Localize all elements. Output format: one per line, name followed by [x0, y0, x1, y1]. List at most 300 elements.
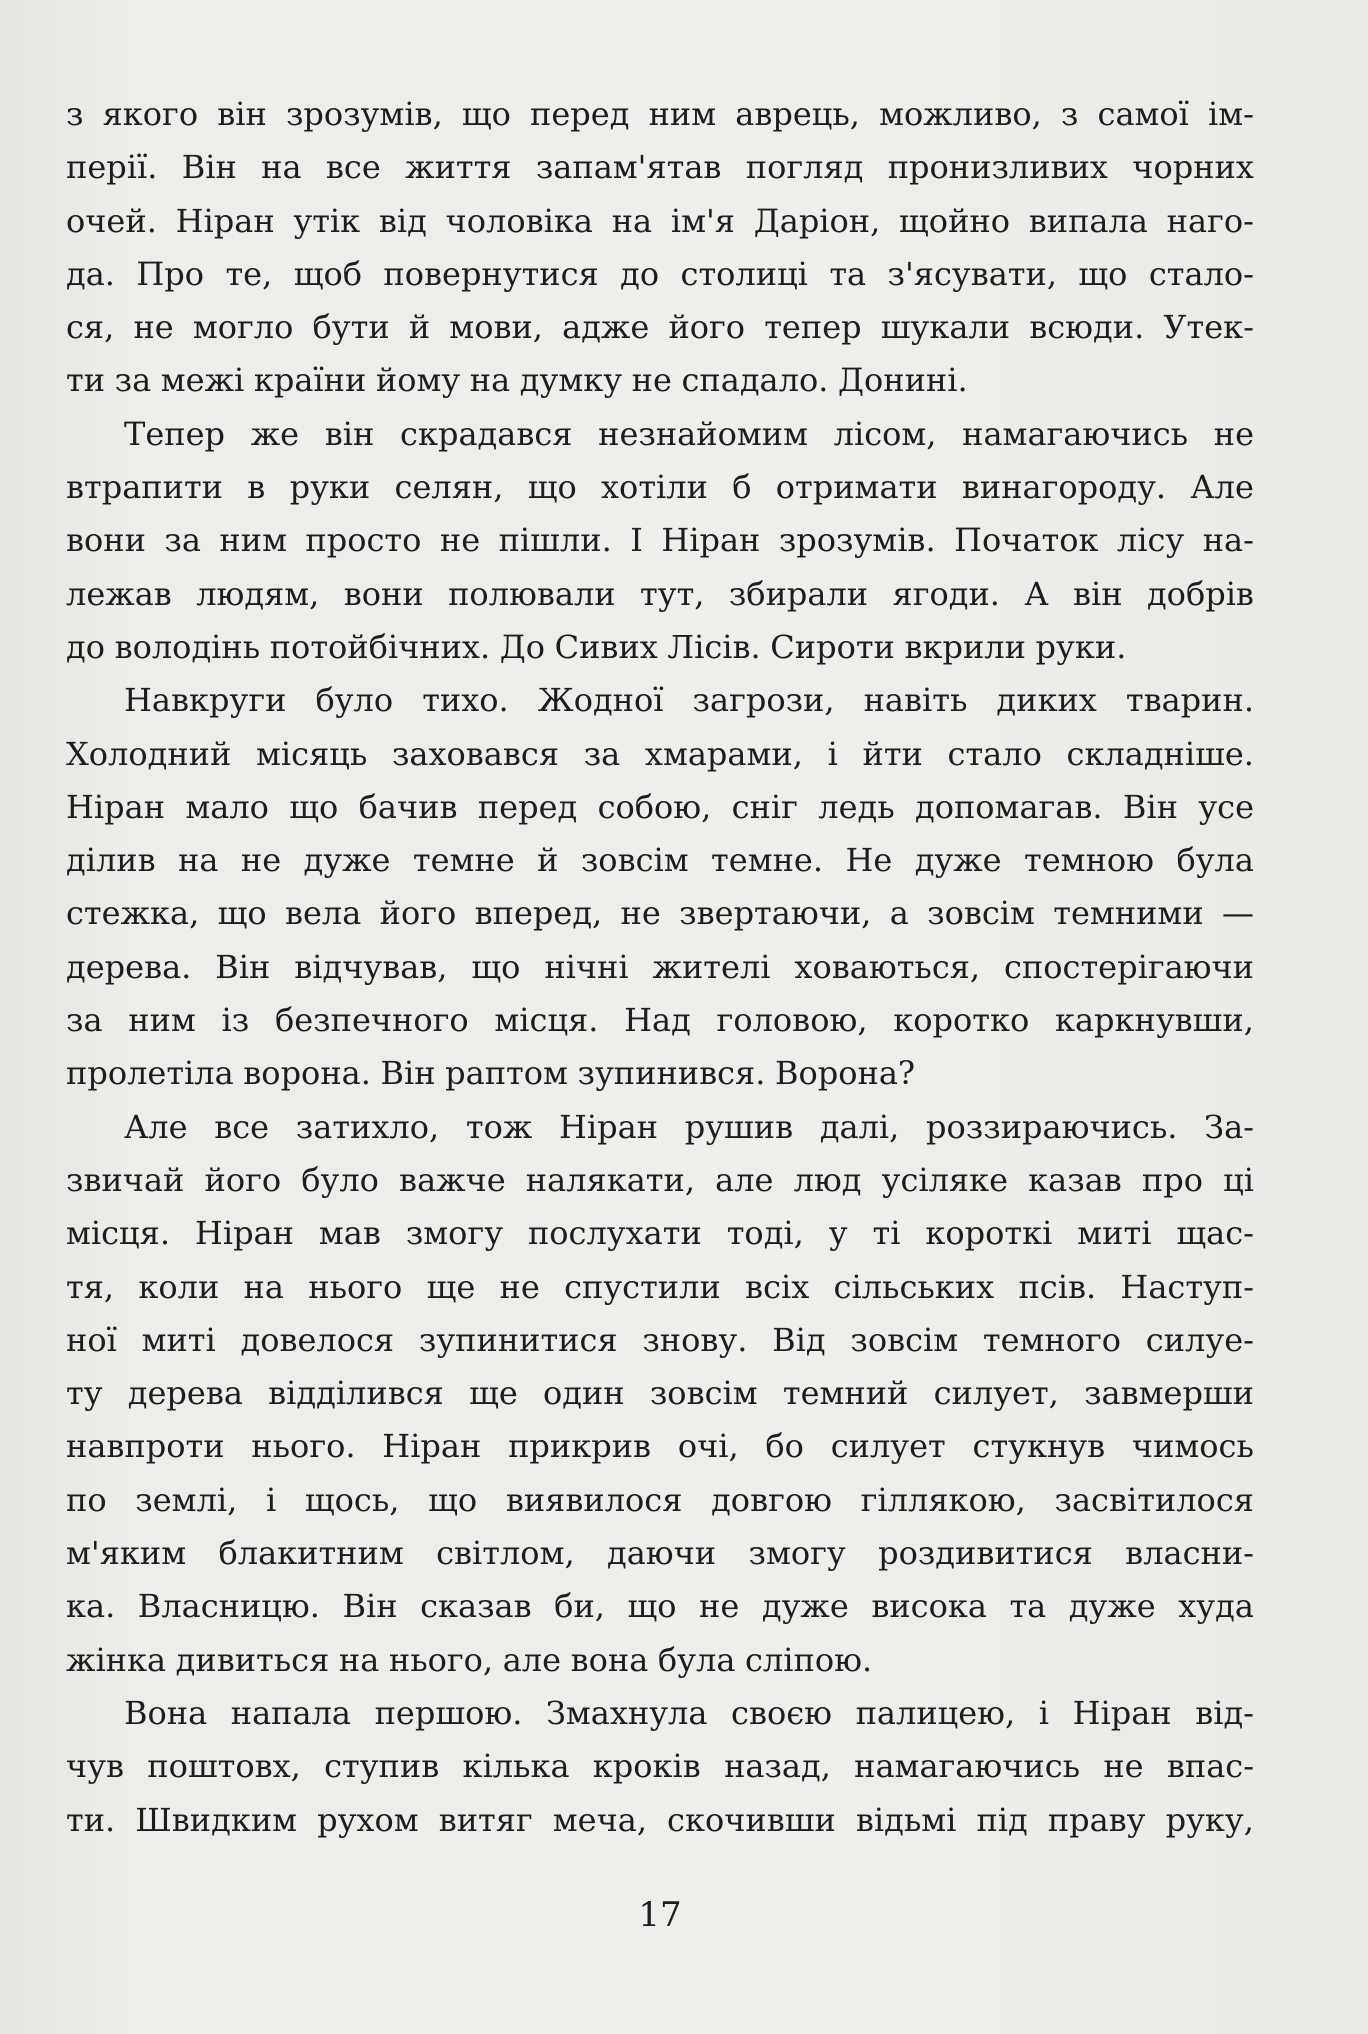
word: з	[1060, 95, 1079, 133]
word: виявилося	[505, 1480, 683, 1519]
word: палицею,	[855, 1693, 1016, 1732]
word: навпроти	[66, 1427, 225, 1466]
word: потойбічних.	[269, 627, 491, 666]
word: бути	[312, 308, 390, 347]
word: ще	[469, 1374, 518, 1413]
word: на-	[1202, 521, 1254, 560]
word: щойно	[899, 201, 1010, 240]
word: тут,	[640, 574, 705, 613]
word: не	[620, 894, 661, 933]
word: звертаючи,	[679, 894, 872, 933]
word: Ніран	[558, 1107, 658, 1146]
word: Ніран	[175, 201, 275, 240]
word: й	[537, 841, 559, 880]
word: та	[829, 254, 867, 293]
word: зовсім	[927, 894, 1035, 933]
word: він	[324, 414, 375, 453]
word: ховаються,	[794, 947, 981, 986]
word: сніг	[731, 787, 798, 826]
text-line	[66, 1261, 1254, 1314]
word: не	[133, 308, 174, 347]
word: затихло,	[295, 1107, 440, 1146]
word: своєю	[731, 1693, 833, 1732]
word: під	[976, 1800, 1028, 1839]
word: миті	[141, 1320, 216, 1359]
word: тя,	[66, 1267, 115, 1306]
word: Сироти	[770, 627, 895, 666]
word: змогу	[405, 1214, 504, 1253]
word: чимось	[1131, 1427, 1254, 1466]
word: йому	[375, 361, 461, 400]
word: Навкруги	[124, 681, 287, 720]
word: сільських	[833, 1267, 995, 1306]
word: Але	[1190, 468, 1254, 507]
word: столиці	[680, 254, 808, 293]
word: лісу	[1116, 521, 1185, 560]
word: Ніран	[382, 1427, 482, 1466]
word: була	[1176, 841, 1254, 880]
word: вперед,	[474, 894, 603, 933]
word: вела	[284, 894, 362, 933]
word: думку	[519, 361, 623, 400]
word: раптом	[445, 1054, 568, 1093]
word: пішли.	[498, 521, 612, 560]
word: але	[715, 1160, 774, 1199]
word: ділив	[66, 841, 156, 880]
word: ім'я	[670, 201, 735, 240]
word: силует	[830, 1427, 946, 1466]
word: темного	[982, 1320, 1122, 1359]
word: ім-	[1208, 95, 1254, 133]
word: місяць	[256, 734, 368, 773]
word: всіх	[745, 1267, 810, 1306]
word: назад,	[724, 1747, 831, 1786]
word: Про	[136, 254, 205, 293]
word: да.	[66, 254, 115, 293]
word: і	[265, 1480, 277, 1519]
word: ти	[66, 361, 106, 400]
word: же	[250, 414, 300, 453]
word: скрадався	[400, 414, 573, 453]
word: Ніран	[66, 787, 166, 826]
word: спостерігаючи	[1004, 947, 1254, 986]
word: перед	[530, 95, 630, 133]
word: намагаючись	[854, 1747, 1081, 1786]
word: усіляке	[881, 1160, 1009, 1199]
text-line	[66, 834, 1254, 887]
word: важче	[399, 1160, 506, 1199]
word: перед	[477, 787, 578, 826]
word: висока	[871, 1587, 987, 1626]
word: що	[471, 947, 521, 986]
word: Змахнула	[545, 1693, 708, 1732]
word: Ніран	[661, 521, 761, 560]
word: Швидким	[135, 1800, 298, 1839]
word: і	[1038, 1693, 1050, 1732]
word: силует,	[933, 1374, 1059, 1413]
word: не	[1103, 1747, 1144, 1786]
word: місця.	[66, 1214, 170, 1253]
word: Утек-	[1163, 308, 1254, 347]
word: всюди.	[1029, 308, 1145, 347]
word: довелося	[240, 1320, 395, 1359]
word: складніше.	[1066, 734, 1254, 773]
word: налякати,	[525, 1160, 695, 1199]
word: та	[1009, 1587, 1047, 1626]
word: ті	[872, 1214, 901, 1253]
word: його	[668, 308, 746, 347]
word: і	[827, 734, 838, 773]
word: витяг	[438, 1800, 533, 1839]
word: за	[114, 361, 152, 400]
word: дерева.	[66, 947, 192, 986]
word: з	[66, 95, 84, 133]
word: Він	[1122, 787, 1178, 826]
word: нього,	[388, 1640, 494, 1679]
word: добрів	[1146, 574, 1254, 613]
word: Жодної	[537, 681, 664, 720]
word: допомагав.	[914, 787, 1103, 826]
word: незнайомим	[598, 414, 808, 453]
word: чоловіка	[445, 201, 593, 240]
word: сліпою.	[745, 1640, 873, 1679]
word: руку,	[1165, 1800, 1254, 1839]
word: собою,	[597, 787, 712, 826]
word: стежка,	[66, 894, 200, 933]
word: Холодний	[66, 734, 232, 773]
word: ка.	[66, 1587, 116, 1626]
word: на	[611, 201, 653, 240]
word: м'яким	[66, 1534, 187, 1573]
word: каркнувши,	[1054, 1001, 1254, 1040]
word: Але	[124, 1107, 188, 1146]
word: ним	[128, 1001, 196, 1040]
word: була	[657, 1640, 736, 1679]
word: запам'ятав	[535, 148, 722, 187]
word: чорних	[1132, 148, 1254, 187]
word: що	[428, 1480, 478, 1519]
word: на	[261, 148, 302, 187]
word: казав	[1028, 1160, 1122, 1199]
word: зрозумів.	[778, 521, 936, 560]
word: з'ясувати,	[887, 254, 1057, 293]
word: За-	[1204, 1107, 1254, 1146]
word: що	[461, 95, 511, 133]
word: скочивши	[667, 1800, 836, 1839]
word: аврець,	[735, 95, 860, 133]
word: життя	[405, 148, 512, 187]
word: жителі	[652, 947, 771, 986]
word: —	[1221, 894, 1254, 933]
word: миті	[1077, 1214, 1152, 1253]
word: усе	[1198, 787, 1254, 826]
word: короткі	[925, 1214, 1053, 1253]
word: вони	[66, 521, 146, 560]
text-line	[66, 941, 1254, 994]
word: що	[627, 1587, 677, 1626]
word: б	[732, 468, 752, 507]
text-line	[66, 514, 1254, 567]
word: мови,	[449, 308, 543, 347]
word: зовсім	[580, 841, 689, 880]
word: все	[325, 148, 381, 187]
word: а	[889, 894, 909, 933]
text-line	[66, 674, 1254, 727]
word: Він	[215, 947, 271, 986]
word: відчував,	[294, 947, 448, 986]
word: відділився	[268, 1374, 444, 1413]
word: ся,	[66, 308, 115, 347]
word: ступив	[324, 1747, 440, 1786]
word: країни	[253, 361, 367, 400]
word: зупинитися	[418, 1320, 618, 1359]
word: ягоди.	[892, 574, 1000, 613]
word: що	[527, 468, 577, 507]
word: Він	[181, 148, 237, 187]
word: на	[469, 361, 511, 400]
word: спустили	[564, 1267, 721, 1306]
word: А	[1024, 574, 1049, 613]
word: за	[583, 734, 621, 773]
word: Ніран	[1072, 1693, 1172, 1732]
word: дерева	[127, 1374, 243, 1413]
word: в	[247, 468, 266, 507]
word: по	[66, 1480, 107, 1519]
word: тихо.	[422, 681, 509, 720]
word: лежав	[66, 574, 172, 613]
word: тварин.	[1125, 681, 1254, 720]
word: вкрили	[904, 627, 1026, 666]
word: що	[289, 787, 339, 826]
word: нього.	[251, 1427, 356, 1466]
word: рухом	[317, 1800, 419, 1839]
word: блакитним	[218, 1534, 404, 1573]
word: жінка	[66, 1640, 167, 1679]
word: прикрив	[508, 1427, 652, 1466]
word: сказав	[420, 1587, 532, 1626]
text-line	[66, 1314, 1254, 1367]
word: Лісів.	[667, 627, 761, 666]
word: даючи	[607, 1534, 717, 1573]
word: завмерши	[1084, 1374, 1254, 1413]
word: заховався	[391, 734, 559, 773]
word: не	[439, 521, 481, 560]
word: ледь	[818, 787, 895, 826]
word: коротко	[893, 1001, 1030, 1040]
text-line	[66, 1474, 1254, 1527]
word: Над	[624, 1001, 691, 1040]
word: володінь	[114, 627, 261, 666]
word: бачив	[358, 787, 458, 826]
word: темний	[782, 1374, 909, 1413]
word: дуже	[914, 841, 1002, 880]
word: рушив	[684, 1107, 794, 1146]
word: місця.	[494, 1001, 599, 1040]
word: послухати	[527, 1214, 702, 1253]
word: напала	[230, 1693, 351, 1732]
word: засвітилося	[1054, 1480, 1254, 1519]
word: гіллякою,	[860, 1480, 1026, 1519]
word: нічні	[544, 947, 629, 986]
word: чув	[66, 1747, 124, 1786]
word: ще	[426, 1267, 476, 1306]
word: Ворона?	[774, 1054, 916, 1093]
text-line	[66, 461, 1254, 514]
text-line	[66, 1794, 1254, 1847]
text-line	[66, 1047, 1254, 1100]
word: Він	[380, 1054, 436, 1093]
word: очі,	[677, 1427, 739, 1466]
word: Тепер	[124, 414, 226, 453]
word: би,	[554, 1587, 605, 1626]
word: можливо,	[879, 95, 1042, 133]
text-line	[66, 354, 1254, 407]
word: довгою	[711, 1480, 832, 1519]
word: винагороду.	[961, 468, 1167, 507]
word: кроків	[592, 1747, 701, 1786]
word: очей.	[66, 201, 157, 240]
word: головою,	[716, 1001, 868, 1040]
word: адже	[562, 308, 650, 347]
word: все	[214, 1107, 270, 1146]
word: лісом,	[833, 414, 937, 453]
word: самої	[1097, 95, 1189, 133]
text-line	[66, 1580, 1254, 1633]
word: коли	[138, 1267, 220, 1306]
word: на	[243, 1267, 284, 1306]
word: Початок	[954, 521, 1099, 560]
word: худа	[1178, 1587, 1254, 1626]
word: що	[1078, 254, 1128, 293]
word: вона	[570, 1640, 649, 1679]
word: роздивитися	[878, 1534, 1093, 1573]
word: ти.	[66, 1800, 116, 1839]
text-line	[66, 1101, 1254, 1154]
word: руки	[289, 468, 371, 507]
word: знову.	[642, 1320, 748, 1359]
word: до	[620, 254, 660, 293]
word: люд	[793, 1160, 862, 1199]
word: ці	[1223, 1160, 1254, 1199]
word: Даріон,	[753, 201, 881, 240]
word: псів.	[1018, 1267, 1097, 1306]
word: ту	[66, 1374, 103, 1413]
word: й	[408, 308, 431, 347]
word: стало-	[1148, 254, 1254, 293]
word: тоді,	[726, 1214, 804, 1253]
word: руки.	[1035, 627, 1127, 666]
word: щось,	[304, 1480, 400, 1519]
word: дуже	[1068, 1587, 1156, 1626]
text-line	[66, 1420, 1254, 1473]
word: полювали	[448, 574, 616, 613]
word: мав	[318, 1214, 381, 1253]
word: нього	[308, 1267, 403, 1306]
word: зупинився.	[577, 1054, 766, 1093]
word: кілька	[462, 1747, 570, 1786]
word: хмарами,	[644, 734, 803, 773]
word: поштовх,	[147, 1747, 301, 1786]
word: темне	[412, 841, 515, 880]
text-line	[66, 1207, 1254, 1260]
word: випала	[1028, 201, 1148, 240]
word: Вона	[124, 1693, 208, 1732]
word: на	[338, 1640, 380, 1679]
word: роззираючись.	[926, 1107, 1178, 1146]
word: спадало.	[681, 361, 829, 400]
word: тож	[465, 1107, 533, 1146]
word: отримати	[775, 468, 938, 507]
word: стало	[947, 734, 1042, 773]
word: темне.	[711, 841, 824, 880]
word: щас-	[1176, 1214, 1254, 1253]
word: бо	[765, 1427, 804, 1466]
text-line	[66, 248, 1254, 301]
word: про	[1141, 1160, 1203, 1199]
word: Ніран	[194, 1214, 294, 1253]
word: відьмі	[855, 1800, 957, 1839]
text-line	[66, 781, 1254, 834]
word: Наступ-	[1120, 1267, 1254, 1306]
word: праву	[1047, 1800, 1146, 1839]
word: дуже	[761, 1587, 849, 1626]
word: із	[221, 1001, 250, 1040]
word: впас-	[1166, 1747, 1254, 1786]
text-line	[66, 568, 1254, 621]
text-line	[66, 408, 1254, 461]
text-line	[66, 195, 1254, 248]
word: його	[204, 1160, 282, 1199]
word: хотіли	[601, 468, 708, 507]
word: темними	[1053, 894, 1204, 933]
word: вони	[343, 574, 424, 613]
word: ної	[66, 1320, 117, 1359]
word: Від	[772, 1320, 826, 1359]
word: збирали	[728, 574, 869, 613]
word: за	[164, 521, 201, 560]
word: за	[66, 1001, 103, 1040]
word: могло	[192, 308, 294, 347]
word: пролетіла	[66, 1054, 234, 1093]
body-text	[66, 88, 1254, 1847]
page-number: 17	[638, 1895, 682, 1935]
text-line	[66, 141, 1254, 194]
word: Донині.	[837, 361, 968, 400]
text-line	[66, 887, 1254, 940]
word: світлом,	[436, 1534, 575, 1573]
word: тепер	[764, 308, 862, 347]
word: звичай	[66, 1160, 185, 1199]
word: першою.	[374, 1693, 523, 1732]
word: темною	[1024, 841, 1155, 880]
text-line	[66, 1527, 1254, 1580]
word: силуе-	[1145, 1320, 1254, 1359]
word: що	[217, 894, 267, 933]
word: намагаючись	[962, 414, 1189, 453]
word: не	[631, 361, 672, 400]
word: Сивих	[554, 627, 658, 666]
word: навіть	[863, 681, 968, 720]
word: дивиться	[175, 1640, 330, 1679]
text-line	[66, 88, 1254, 141]
word: погляд	[745, 148, 864, 187]
word: безпечного	[274, 1001, 469, 1040]
text-line	[66, 1740, 1254, 1793]
word: власни-	[1125, 1534, 1254, 1573]
word: перії.	[66, 148, 158, 187]
word: якого	[102, 95, 199, 133]
text-line	[66, 994, 1254, 1047]
